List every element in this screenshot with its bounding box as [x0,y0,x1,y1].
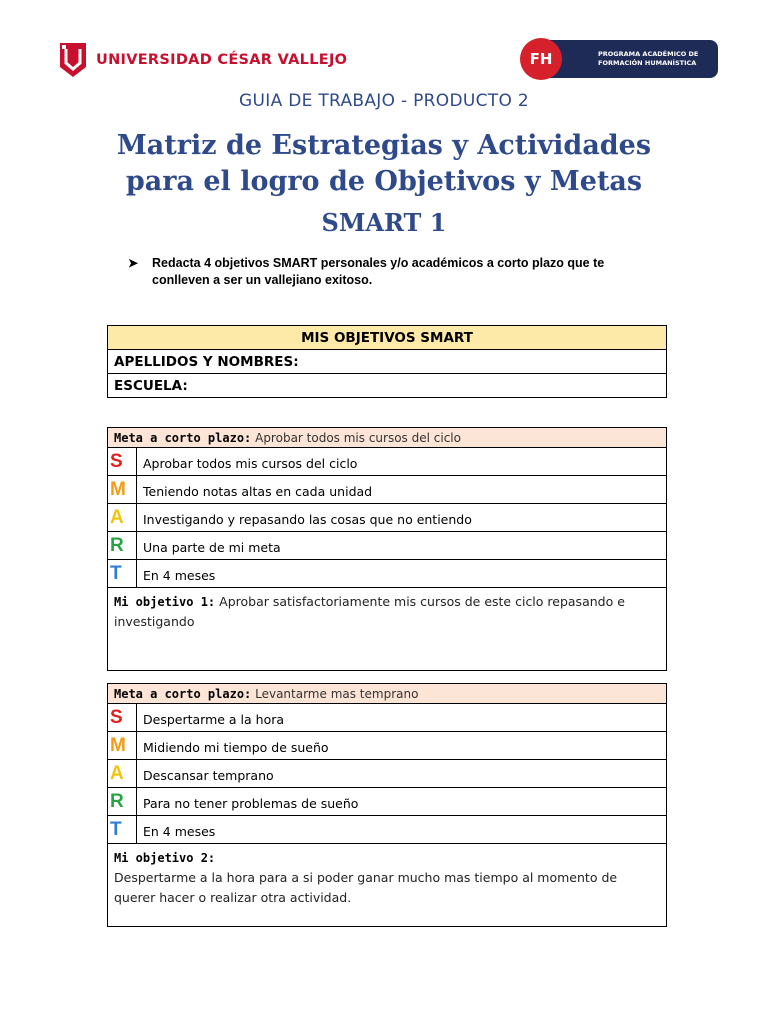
smart-achievable: Descansar temprano [137,760,667,788]
meta-value: Aprobar todos mis cursos del ciclo [255,430,461,445]
smart-letter-a: A [108,504,137,532]
smart-letter-s: S [108,448,137,476]
page-title [0,128,768,200]
instruction [128,255,638,289]
objectives-table [107,325,667,398]
goal-table-2 [107,683,667,927]
meta-label: Meta a corto plazo: [114,686,252,701]
smart-letter-r: R [108,788,137,816]
name-field: APELLIDOS Y NOMBRES: [108,350,667,374]
objective-cell [108,844,667,927]
meta-value: Levantarme mas temprano [255,686,419,701]
smart-relevant: Para no tener problemas de sueño [137,788,667,816]
objective-label: Mi objetivo 1: [114,595,216,609]
smart-measurable: Teniendo notas altas en cada unidad [137,476,667,504]
instruction-text: Redacta 4 objetivos SMART personales y/o académicos a corto plazo que te conlleven a ser un vallejiano exitoso. [152,256,605,287]
page-header [0,0,768,90]
title-line-2: para el logro de Objetivos y Metas [125,166,643,197]
page-subtitle: SMART 1 [321,208,447,237]
smart-time-bound: En 4 meses [137,560,667,588]
ucv-logo [58,40,347,80]
program-name: PROGRAMA ACADÉMICO DE FORMACIÓN HUMANÍSTICA [548,40,718,78]
meta-label: Meta a corto plazo: [114,430,252,445]
ucv-shield-icon [58,41,88,79]
objective-text: Despertarme a la hora para a si poder ganar mucho mas tiempo al momento de querer hacer o realizar otra actividad. [114,870,618,905]
smart-measurable: Midiendo mi tiempo de sueño [137,732,667,760]
objective-label: Mi objetivo 2: [114,851,216,865]
objective-text: Aprobar satisfactoriamente mis cursos de este ciclo repasando e investigando [114,594,625,629]
goal-table-1 [107,427,667,671]
smart-letter-m: M [108,476,137,504]
title-line-1: Matriz de Estrategias y Actividades [116,130,652,161]
smart-time-bound: En 4 meses [137,816,667,844]
smart-letter-r: R [108,532,137,560]
objective-cell [108,588,667,671]
smart-relevant: Una parte de mi meta [137,532,667,560]
fh-logo [520,38,718,80]
smart-specific: Despertarme a la hora [137,704,667,732]
smart-letter-t: T [108,816,137,844]
fh-logo-mark: FH [520,38,562,80]
guide-label: GUIA DE TRABAJO - PRODUCTO 2 [239,91,529,111]
school-field: ESCUELA: [108,374,667,398]
smart-letter-t: T [108,560,137,588]
smart-letter-s: S [108,704,137,732]
arrow-bullet-icon: ➤ [128,256,139,270]
smart-letter-a: A [108,760,137,788]
smart-specific: Aprobar todos mis cursos del ciclo [137,448,667,476]
objectives-table-header: MIS OBJETIVOS SMART [108,326,667,350]
university-name: UNIVERSIDAD CÉSAR VALLEJO [96,52,348,68]
meta-row [108,684,667,704]
meta-row [108,428,667,448]
smart-achievable: Investigando y repasando las cosas que no entiendo [137,504,667,532]
smart-letter-m: M [108,732,137,760]
